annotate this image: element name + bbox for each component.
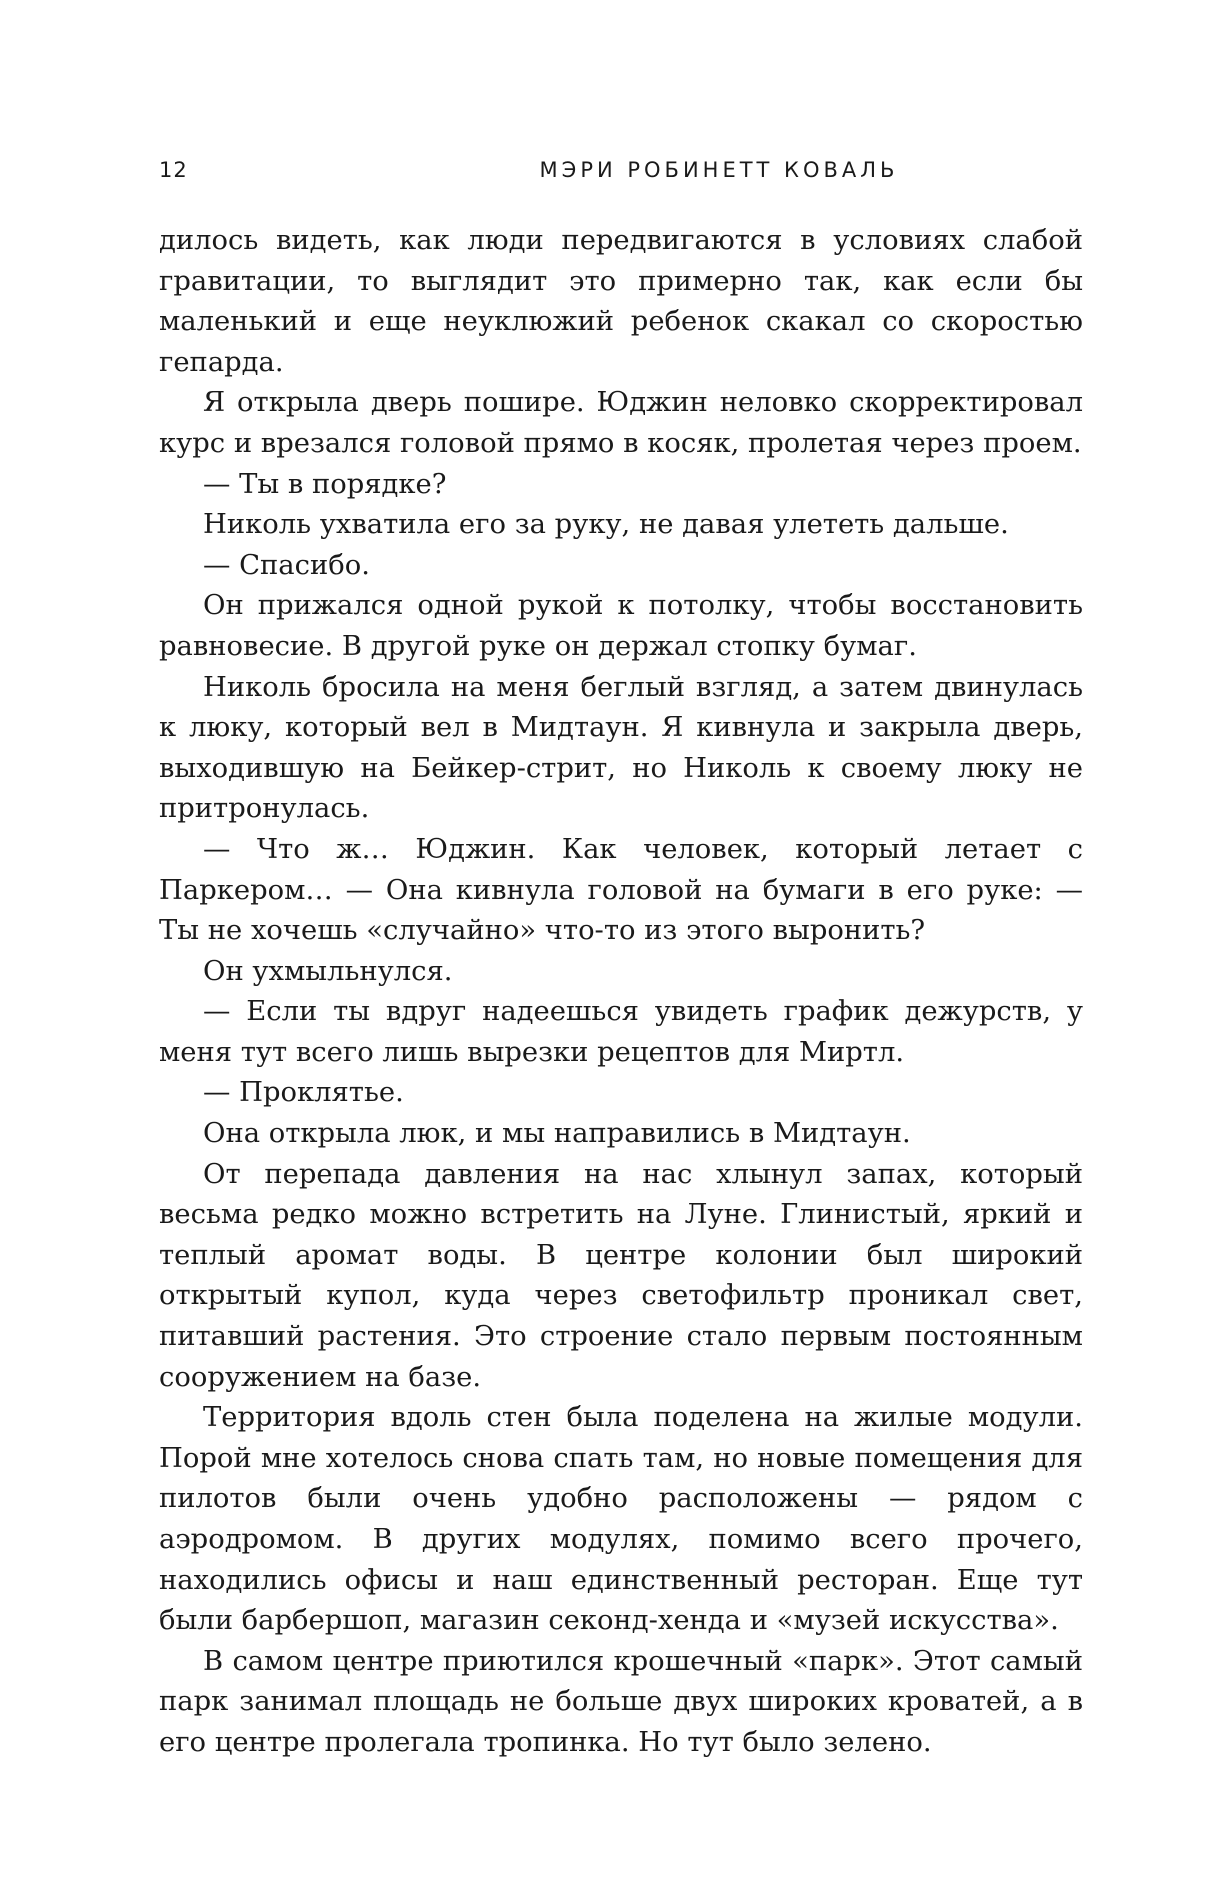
paragraph: Он прижался одной рукой к потолку, чтобы восстановить равновесие. В другой руке он держал стопку бумаг. (159, 590, 1083, 662)
book-author: МЭРИ РОБИНЕТТ КОВАЛЬ (539, 158, 899, 182)
running-head (159, 158, 1084, 188)
paragraph: Территория вдоль стен была поделена на жилые модули. Порой мне хотелось снова спать там, но новые помещения для пилотов были очень удобно расположены — рядом с аэродромом. В других модулях, помимо всего прочего, находились офисы и наш единственный ресторан. Еще тут были барбершоп, магазин секонд-хенда и «музей искусства». (159, 1402, 1083, 1637)
dialogue-line: — Спасибо. (203, 549, 370, 581)
paragraph: Она открыла люк, и мы направились в Мидтаун. (203, 1118, 911, 1150)
paragraph: Он ухмыльнулся. (203, 955, 453, 987)
page-number: 12 (159, 158, 188, 182)
paragraph: Николь ухватила его за руку, не давая улететь дальше. (203, 509, 1009, 541)
dialogue-line: — Проклятье. (203, 1077, 404, 1109)
paragraph: От перепада давления на нас хлынул запах, который весьма редко можно встретить на Луне. Глинистый, яркий и теплый аромат воды. В центре колонии был широкий открытый купол, куда через светофильтр проникал свет, питавший растения. Это строение стало первым постоянным сооружением на базе. (159, 1158, 1083, 1393)
dialogue-line: — Что ж… Юджин. Как человек, который летает с Паркером… — Она кивнула головой на бумаги в его руке: — Ты не хочешь «случайно» что-то из этого выронить? (159, 833, 1083, 947)
paragraph: Я открыла дверь пошире. Юджин неловко скорректировал курс и врезался головой прямо в косяк, пролетая через проем. (159, 387, 1083, 459)
dialogue-line: — Ты в порядке? (203, 468, 447, 500)
paragraph: В самом центре приютился крошечный «парк». Этот самый парк занимал площадь не больше двух широких кроватей, а в его центре пролегала тропинка. Но тут было зелено. (159, 1645, 1083, 1758)
body-text (159, 221, 1083, 1764)
paragraph: дилось видеть, как люди передвигаются в условиях слабой гравитации, то выглядит это примерно так, как если бы маленький и еще неуклюжий ребенок скакал со скоростью гепарда. (159, 225, 1083, 378)
dialogue-line: — Если ты вдруг надеешься увидеть график дежурств, у меня тут всего лишь вырезки рецептов для Миртл. (159, 996, 1083, 1068)
paragraph: Николь бросила на меня беглый взгляд, а затем двинулась к люку, который вел в Мидтаун. Я кивнула и закрыла дверь, выходившую на Бейкер-стрит, но Николь к своему люку не притронулась. (159, 671, 1083, 825)
